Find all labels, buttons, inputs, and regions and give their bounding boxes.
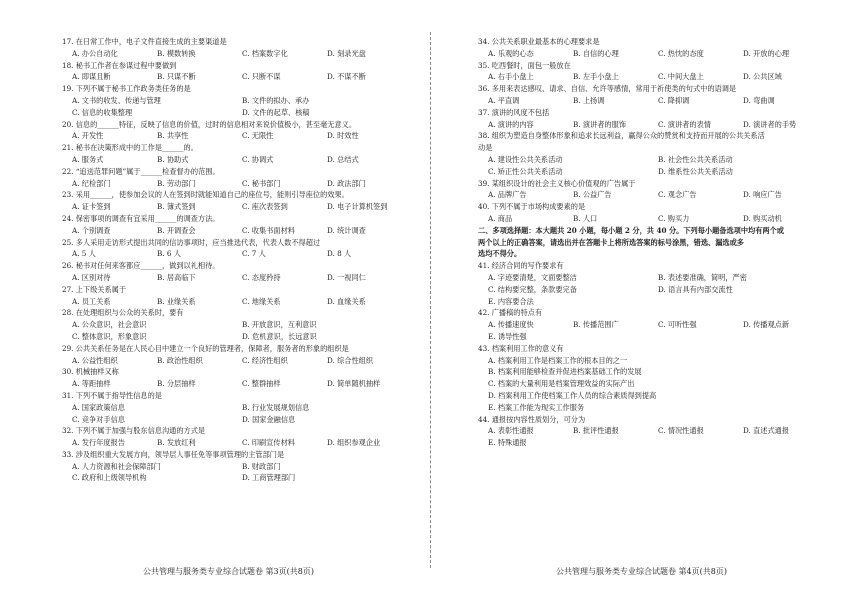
answer-option: D. 购买动机 (743, 213, 782, 223)
question-stem: 37. 演讲的风度不包括 (478, 107, 550, 117)
question-stem: 23. 采用______，使参加会议的人在签到时就能知道自己的座位号，能则引导座位的效果。 (62, 190, 349, 200)
answer-option: A. 传播速度快 (488, 320, 534, 330)
option-row (62, 130, 412, 142)
answer-option: A. 商品 (488, 213, 513, 223)
answer-option: D. 开放的心理 (743, 48, 790, 58)
option-row (478, 355, 828, 367)
answer-option: B. 共享性 (157, 131, 189, 141)
answer-option: B. 发放红利 (157, 438, 196, 448)
option-row (478, 213, 828, 225)
option-row (478, 284, 828, 296)
answer-option: A. 个别调查 (72, 225, 111, 235)
question-stem: 22. “追送范罪问题”属于______检查督办的范围。 (62, 166, 220, 176)
answer-option: D. 血缘关系 (327, 296, 366, 306)
answer-option: C. 演讲者的表情 (658, 119, 711, 129)
question-stem: 36. 多用来表达感叹、请求、自信、允许等感情，常用于祈使类的句式中的语调是 (478, 84, 737, 94)
question-stem: 43. 档案利用工作的意义有 (478, 343, 564, 353)
answer-option: D. 响应广告 (743, 190, 782, 200)
section-heading: 选均不得分。 (478, 249, 522, 259)
answer-option: D. 危机意识，长远意识 (242, 331, 317, 341)
question-stem: 19. 下列不属于秘书工作政务类任务的是 (62, 84, 191, 94)
option-row (62, 331, 412, 343)
answer-option: C. 情况性通报 (658, 426, 704, 436)
question-stem: 29. 公共关系任务是在人民心目中建立一个良好的管理者，保障者，服务者的形象的组织是 (62, 343, 349, 353)
option-row (478, 189, 828, 201)
answer-option: C. 中间大盘上 (658, 72, 704, 82)
option-row (62, 414, 412, 426)
answer-option: A. 证卡签到 (72, 202, 111, 212)
question-stem: 20. 信息的______特征，反映了信息的价值，过时的信息相对来说价值极小，甚至毫无意义。 (62, 119, 357, 129)
question-stem: 40. 下列不属于市场构成要素的是 (478, 202, 586, 212)
answer-option: D. 时效性 (327, 131, 359, 141)
answer-option: B. 演讲者的服饰 (573, 119, 626, 129)
answer-option: A. 开发性 (72, 131, 104, 141)
answer-option: E. 诱导性强 (488, 331, 527, 341)
answer-option: A. 公益性组织 (72, 355, 118, 365)
question-stem: 动是 (478, 143, 493, 153)
question-stem: 21. 秘书在决策形成中的工作是______的。 (62, 143, 198, 153)
answer-option: C. 购买力 (658, 213, 690, 223)
answer-option: B. 财政部门 (242, 461, 281, 471)
answer-option: C. 热忱的态度 (658, 48, 704, 58)
answer-option: B. 分层抽样 (157, 379, 196, 389)
answer-option: A. 字迹要清楚，文面要整洁 (488, 272, 577, 282)
answer-option: B. 行业发展规划信息 (242, 402, 310, 412)
page-4 (430, 0, 860, 608)
option-row (478, 437, 828, 449)
option-row (478, 319, 828, 331)
answer-option: B. 政治性组织 (157, 355, 203, 365)
answer-option: B. 上扬调 (573, 95, 605, 105)
question-stem: 26. 秘书对任何来客都应______，做到以礼相待。 (62, 261, 220, 271)
answer-option: D. 综合性组织 (327, 355, 374, 365)
answer-option: B. 开放意识，互利意识 (242, 320, 317, 330)
answer-option: A. 即谋且断 (72, 72, 111, 82)
question-stem: 25. 多人采用走访形式提出共同的信访事项时，应当推选代表，代表人数不得超过 (62, 237, 321, 247)
answer-option: E. 内容要合法 (488, 296, 534, 306)
answer-option: D. 8 人 (327, 249, 352, 259)
answer-option: D. 总结式 (327, 154, 359, 164)
answer-option: B. 公益广告 (573, 190, 612, 200)
answer-option: C. 可听性强 (658, 320, 697, 330)
answer-option: A. 服务式 (72, 154, 104, 164)
option-row (478, 366, 828, 378)
question-stem: 32. 下列不属于加强与股东信息沟通的方式是 (62, 426, 206, 436)
answer-option: E. 特殊通报 (488, 438, 527, 448)
answer-option: D. 演讲者的手势 (743, 119, 797, 129)
answer-option: D. 档案利用工作使档案工作人员的综合素质得到提高 (488, 390, 657, 400)
option-row (62, 71, 412, 83)
answer-option: A. 表彰性通报 (488, 426, 534, 436)
answer-option: A. 文书的收发、传递与管理 (72, 95, 161, 105)
answer-option: B. 自信的心理 (573, 48, 619, 58)
answer-option: C. 协调式 (242, 154, 274, 164)
answer-option: B. 批评性通报 (573, 426, 619, 436)
answer-option: A. 档案利用工作是档案工作的根本目的之一 (488, 355, 628, 365)
answer-option: D. 工商管理部门 (242, 473, 296, 483)
answer-option: E. 档案工作能为现实工作服务 (488, 402, 585, 412)
question-stem: 31. 下列不属于指导性信息的是 (62, 390, 162, 400)
answer-option: B. 表述要准确，简明，严密 (658, 272, 747, 282)
option-row (478, 296, 828, 308)
answer-option: A. 国家政策信息 (72, 402, 125, 412)
option-row (62, 178, 412, 190)
answer-option: C. 矫正性公共关系活动 (488, 166, 563, 176)
option-row (478, 119, 828, 131)
answer-option: C. 座次表签到 (242, 202, 288, 212)
answer-option: D. 维系性公共关系活动 (658, 166, 733, 176)
option-row (478, 166, 828, 178)
question-list-page-4 (478, 36, 828, 449)
answer-option: C. 经济性组织 (242, 355, 288, 365)
answer-option: D. 政法部门 (327, 178, 366, 188)
option-row (62, 437, 412, 449)
answer-option: B. 开调查会 (157, 225, 196, 235)
answer-option: C. 无限性 (242, 131, 274, 141)
answer-option: A. 员工关系 (72, 296, 111, 306)
option-row (478, 71, 828, 83)
answer-option: B. 人口 (573, 213, 598, 223)
answer-option: C. 只断不谋 (242, 72, 281, 82)
answer-option: A. 人力资源和社会保障部门 (72, 461, 161, 471)
answer-option: A. 区别对待 (72, 272, 111, 282)
option-row (62, 272, 412, 284)
answer-option: C. 7 人 (242, 249, 266, 259)
answer-option: C. 观念广告 (658, 190, 697, 200)
answer-option: C. 结构要完整，条款要完备 (488, 284, 577, 294)
option-row (62, 319, 412, 331)
answer-option: B. 文件的拟办、承办 (242, 95, 310, 105)
section-heading: 二、多项选择题：本大题共 20 小题，每小题 2 分，共 40 分。下列每小题备选项中均有两个或 (478, 225, 784, 235)
option-row (478, 48, 828, 60)
answer-option: B. 簿式签到 (157, 202, 196, 212)
question-stem: 24. 保密事项的调查有宜采用______的调查方法。 (62, 213, 220, 223)
answer-option: A. 公众意识，社会意识 (72, 320, 147, 330)
answer-option: D. 传播观点新 (743, 320, 790, 330)
answer-option: A. 等距抽样 (72, 379, 111, 389)
answer-option: D. 公共区域 (743, 72, 782, 82)
question-stem: 30. 机械抽样又称 (62, 367, 119, 377)
answer-option: A. 平直调 (488, 95, 520, 105)
answer-option: B. 社会性公共关系活动 (658, 154, 733, 164)
answer-option: C. 收集书面材料 (242, 225, 295, 235)
answer-option: C. 档案的大量利用是档案管理效益的实际产出 (488, 379, 635, 389)
answer-option: C. 信息的收集整理 (72, 107, 133, 117)
option-row (478, 378, 828, 390)
question-stem: 42. 广播稿的特点有 (478, 308, 543, 318)
question-stem: 28. 在处理组织与公众的关系时，要有 (62, 308, 184, 318)
option-row (478, 390, 828, 402)
answer-option: A. 品牌广告 (488, 190, 527, 200)
answer-option: A. 右手小盘上 (488, 72, 534, 82)
option-row (478, 272, 828, 284)
question-stem: 17. 在日常工作中，电子文件直接生成的主要渠道是 (62, 37, 227, 46)
option-row (62, 95, 412, 107)
option-row (478, 154, 828, 166)
page-footer: 公共管理与服务类专业综合试题卷 第4页(共8页) (556, 567, 727, 576)
question-stem: 33. 涉及组织重大发展方向，领导层人事任免等事项管理的主管部门是 (62, 449, 285, 459)
answer-option: A. 乐观的心态 (488, 48, 534, 58)
answer-option: A. 演讲的内容 (488, 119, 534, 129)
answer-option: C. 整群抽样 (242, 379, 281, 389)
answer-option: C. 降抑调 (658, 95, 690, 105)
answer-option: D. 统计调查 (327, 225, 366, 235)
option-row (478, 425, 828, 437)
option-row (62, 48, 412, 60)
answer-option: B. 居高临下 (157, 272, 196, 282)
answer-option: C. 印刷宣传材料 (242, 438, 295, 448)
option-row (62, 107, 412, 119)
question-stem: 27. 上下级关系属于 (62, 284, 127, 294)
option-row (62, 472, 412, 484)
answer-option: B. 左手小盘上 (573, 72, 619, 82)
answer-option: B. 协助式 (157, 154, 189, 164)
question-stem: 44. 通报按内容性质划分，可分为 (478, 414, 586, 424)
option-row (62, 296, 412, 308)
answer-option: C. 地缘关系 (242, 296, 281, 306)
option-row (62, 355, 412, 367)
question-stem: 38. 组织为塑造自身整体形象和追求长远利益，赢得公众的赞赏和支持而开展的公共关系活 (478, 131, 765, 141)
question-list-page-3 (62, 36, 412, 484)
answer-option: D. 电子计算机签到 (327, 202, 388, 212)
answer-option: A. 5 人 (72, 249, 96, 259)
option-row (478, 95, 828, 107)
answer-option: D. 组织参观企业 (327, 438, 381, 448)
answer-option: B. 传播范围广 (573, 320, 619, 330)
question-stem: 34. 公共关系职业最基本的心理要求是 (478, 37, 600, 46)
option-row (62, 402, 412, 414)
option-row (62, 248, 412, 260)
option-row (62, 154, 412, 166)
answer-option: D. 语言具有内部交流性 (658, 284, 733, 294)
question-stem: 39. 某组织设计的社会主义核心价值观的广告属于 (478, 178, 636, 188)
answer-option: B. 只谋不断 (157, 72, 196, 82)
answer-option: D. 刻录光盘 (327, 48, 366, 58)
answer-option: A. 建设性公共关系活动 (488, 154, 563, 164)
question-stem: 18. 秘书工作者在参谋过程中要做到 (62, 60, 177, 70)
page-footer: 公共管理与服务类专业综合试题卷 第3页(共8页) (143, 567, 314, 576)
question-stem: 41. 经济合同的写作要求有 (478, 261, 564, 271)
option-row (62, 461, 412, 473)
option-row (62, 225, 412, 237)
answer-option: D. 国家金融信息 (242, 414, 296, 424)
answer-option: D. 一视同仁 (327, 272, 366, 282)
option-row (62, 378, 412, 390)
answer-option: B. 业缘关系 (157, 296, 196, 306)
answer-option: B. 档案利用能够检查并促进档案基础工作的发展 (488, 367, 642, 377)
answer-option: D. 简单随机抽样 (327, 379, 381, 389)
answer-option: C. 档案数字化 (242, 48, 288, 58)
answer-option: C. 政府和上级领导机构 (72, 473, 147, 483)
answer-option: A. 发行年度报告 (72, 438, 125, 448)
answer-option: C. 秘书部门 (242, 178, 281, 188)
answer-option: C. 竞争对手信息 (72, 414, 125, 424)
answer-option: D. 弯曲调 (743, 95, 775, 105)
option-row (478, 402, 828, 414)
option-row (62, 201, 412, 213)
section-heading: 两个以上的正确答案，请选出并在答题卡上将所选答案的标号涂黑，错选、漏选或多 (478, 237, 744, 247)
answer-option: B. 6 人 (157, 249, 181, 259)
answer-option: C. 态度矜持 (242, 272, 281, 282)
answer-option: A. 办公自动化 (72, 48, 118, 58)
answer-option: A. 纪检部门 (72, 178, 111, 188)
answer-option: C. 整体意识，形象意识 (72, 331, 147, 341)
option-row (478, 331, 828, 343)
answer-option: D. 直述式通报 (743, 426, 790, 436)
answer-option: D. 不谋不断 (327, 72, 366, 82)
answer-option: D. 文件的起草、核稿 (242, 107, 310, 117)
question-stem: 35. 吃西餐时，面包一般放在 (478, 60, 571, 70)
answer-option: B. 劳动部门 (157, 178, 196, 188)
answer-option: B. 模数转换 (157, 48, 196, 58)
